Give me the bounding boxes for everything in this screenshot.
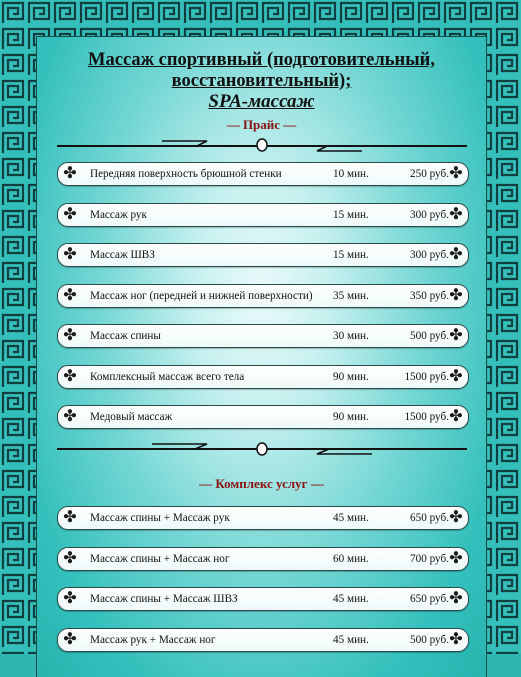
service-duration: 30 мин. bbox=[333, 330, 369, 342]
table-row bbox=[57, 547, 469, 571]
page-title-line-2: восстановительный); bbox=[171, 71, 352, 91]
service-name: Массаж спины + Массаж ШВЗ bbox=[90, 593, 238, 605]
service-price: 250 руб. bbox=[410, 168, 449, 180]
celtic-knot-icon: ✤ bbox=[63, 327, 77, 344]
price-panel bbox=[36, 36, 487, 677]
service-price: 1500 руб. bbox=[404, 411, 449, 423]
celtic-knot-icon: ✤ bbox=[63, 205, 77, 223]
service-name: Массаж спины bbox=[90, 330, 161, 342]
celtic-knot-icon: ✤ bbox=[63, 246, 77, 263]
service-name: Массаж ног (передней и нижней поверхности) bbox=[90, 289, 313, 302]
table-row bbox=[57, 628, 469, 652]
service-duration: 45 мин. bbox=[333, 633, 369, 646]
service-price: 300 руб. bbox=[410, 249, 449, 261]
celtic-knot-icon: ✤ bbox=[449, 286, 463, 304]
service-price: 650 руб. bbox=[410, 512, 449, 524]
service-price: 500 руб. bbox=[410, 633, 449, 646]
page-title-line-3: SPA-массаж bbox=[208, 91, 315, 112]
celtic-knot-icon: ✤ bbox=[63, 367, 77, 385]
celtic-knot-icon: ✤ bbox=[449, 630, 463, 648]
table-row bbox=[57, 243, 469, 267]
service-name: Комплексный массаж всего тела bbox=[90, 370, 245, 383]
service-name: Массаж рук + Массаж ног bbox=[90, 633, 216, 646]
ornamental-divider-top bbox=[57, 137, 467, 153]
table-row bbox=[57, 284, 469, 308]
service-name: Массаж рук bbox=[90, 208, 147, 221]
service-name: Передняя поверхность брюшной стенки bbox=[90, 168, 282, 180]
service-name: Массаж спины + Массаж рук bbox=[90, 512, 230, 524]
service-duration: 45 мин. bbox=[333, 593, 369, 605]
table-row bbox=[57, 365, 469, 389]
celtic-knot-icon: ✤ bbox=[449, 590, 463, 607]
service-duration: 90 мин. bbox=[333, 370, 369, 383]
service-price: 300 руб. bbox=[410, 208, 449, 221]
celtic-knot-icon: ✤ bbox=[63, 286, 77, 304]
service-price: 650 руб. bbox=[410, 593, 449, 605]
service-price: 1500 руб. bbox=[404, 370, 449, 383]
table-row bbox=[57, 587, 469, 611]
service-name: Массаж спины + Массаж ног bbox=[90, 552, 230, 565]
price-section-title: — Прайс — bbox=[226, 117, 297, 132]
service-name: Массаж ШВЗ bbox=[90, 249, 155, 261]
page-title-line-1: Массаж спортивный (подготовительный, bbox=[88, 50, 435, 70]
celtic-knot-icon: ✤ bbox=[63, 509, 77, 526]
celtic-knot-icon: ✤ bbox=[63, 630, 77, 648]
service-duration: 15 мин. bbox=[333, 208, 369, 221]
service-duration: 45 мин. bbox=[333, 512, 369, 524]
table-row bbox=[57, 324, 469, 348]
table-row bbox=[57, 506, 469, 530]
table-row bbox=[57, 162, 469, 186]
celtic-knot-icon: ✤ bbox=[449, 408, 463, 425]
celtic-knot-icon: ✤ bbox=[449, 367, 463, 385]
celtic-knot-icon: ✤ bbox=[449, 327, 463, 344]
service-duration: 10 мин. bbox=[333, 168, 369, 180]
table-row bbox=[57, 203, 469, 227]
service-name: Медовый массаж bbox=[90, 411, 173, 423]
service-duration: 35 мин. bbox=[333, 289, 369, 302]
service-price: 500 руб. bbox=[410, 330, 449, 342]
celtic-knot-icon: ✤ bbox=[449, 165, 463, 182]
celtic-knot-icon: ✤ bbox=[449, 246, 463, 263]
service-duration: 15 мин. bbox=[333, 249, 369, 261]
celtic-knot-icon: ✤ bbox=[449, 549, 463, 567]
celtic-knot-icon: ✤ bbox=[449, 205, 463, 223]
service-duration: 90 мин. bbox=[333, 411, 369, 423]
service-price: 700 руб. bbox=[410, 552, 449, 565]
combo-section-title: — Комплекс услуг — bbox=[199, 476, 324, 491]
service-duration: 60 мин. bbox=[333, 552, 369, 565]
celtic-knot-icon: ✤ bbox=[63, 590, 77, 607]
celtic-knot-icon: ✤ bbox=[63, 165, 77, 182]
celtic-knot-icon: ✤ bbox=[449, 509, 463, 526]
service-price: 350 руб. bbox=[410, 289, 449, 302]
ornamental-divider-bottom bbox=[57, 442, 467, 458]
celtic-knot-icon: ✤ bbox=[63, 408, 77, 425]
celtic-knot-icon: ✤ bbox=[63, 549, 77, 567]
table-row bbox=[57, 405, 469, 429]
